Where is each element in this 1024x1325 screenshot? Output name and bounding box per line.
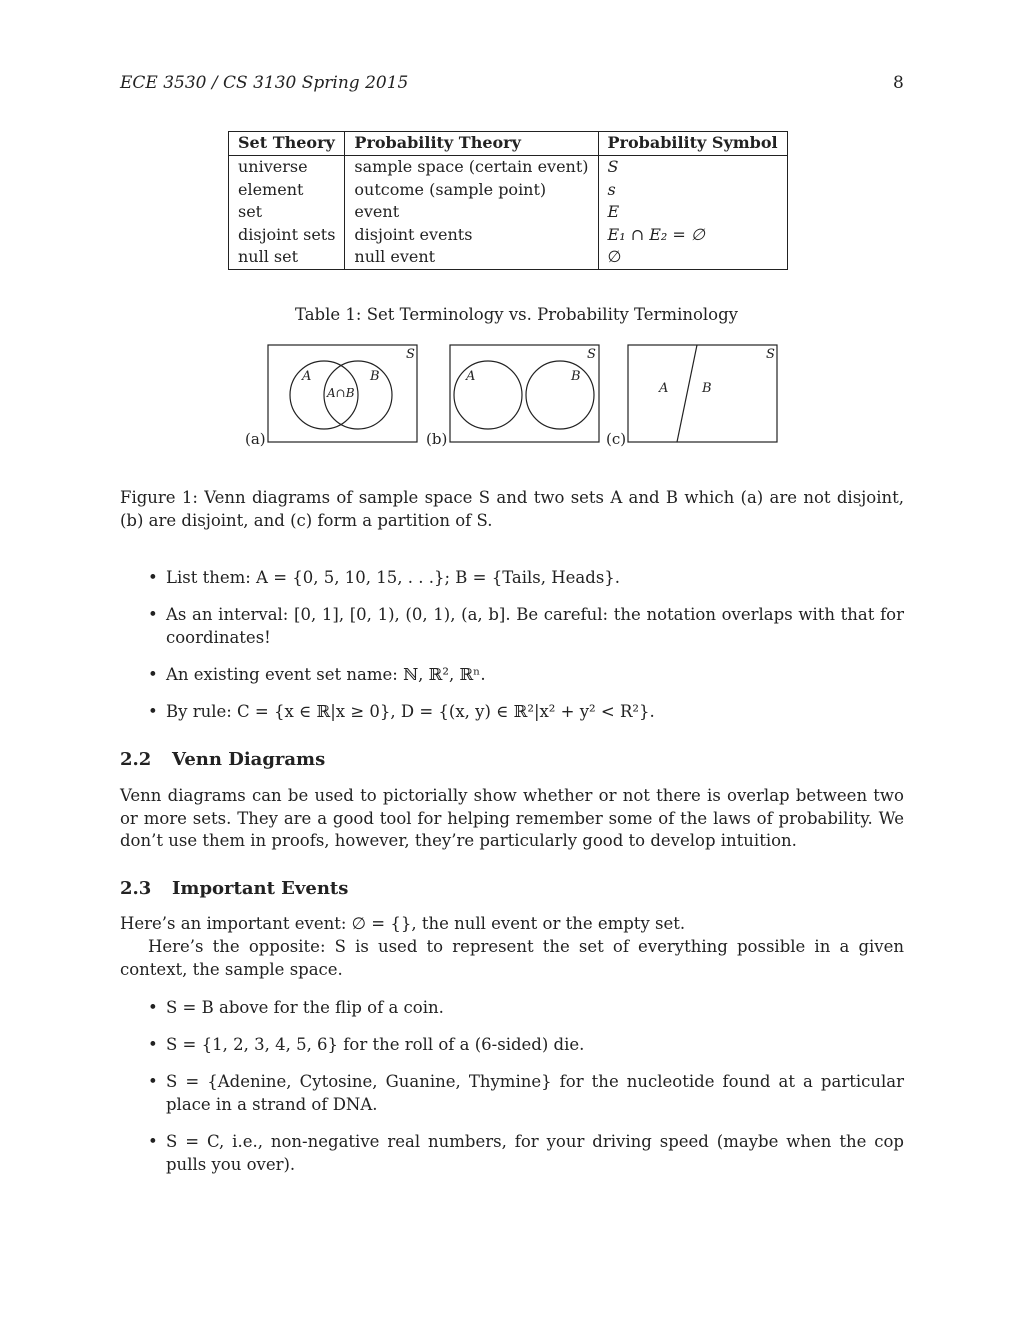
list-item-text: List them: A = {0, 5, 10, 15, . . .}; B = {Tails, Heads}. <box>166 568 621 587</box>
table-cell: s <box>598 179 787 202</box>
table-caption: Table 1: Set Terminology vs. Probability Terminology <box>295 305 739 324</box>
set-a-label: A <box>302 369 312 384</box>
list-item-text: By rule: C = {x ∈ ℝ|x ≥ 0}, D = {(x, y) ∈ ℝ²|x² + y² < R²}. <box>166 702 655 721</box>
table-cell: universe <box>238 157 308 176</box>
intersection-label: A∩B <box>327 386 355 400</box>
venn-panel-c <box>606 345 777 448</box>
table-cell: S <box>598 156 787 179</box>
table-cell: outcome (sample point) <box>345 179 598 202</box>
panel-tag: (c) <box>606 430 627 448</box>
table-header-cell: Probability Symbol <box>598 132 787 156</box>
list-item-text: S = B above for the flip of a coin. <box>166 998 444 1017</box>
venn-panel-a <box>245 345 417 448</box>
section-title: Venn Diagrams <box>172 749 326 770</box>
bullet-icon: • <box>148 605 158 624</box>
list-item <box>120 1070 904 1116</box>
set-b-label: B <box>571 369 581 384</box>
set-a-circle <box>454 361 522 429</box>
venn-panel-b <box>426 345 599 448</box>
table-header-row <box>229 132 788 156</box>
section-heading-venn <box>120 749 325 770</box>
set-b-label: B <box>370 369 380 384</box>
table-cell: null event <box>345 246 598 269</box>
list-item <box>120 663 904 686</box>
space-label: S <box>587 347 596 362</box>
table-cell: E₁ ∩ E₂ = ∅ <box>598 224 787 247</box>
list-item-text: S = C, i.e., non-negative real numbers, for your driving speed (maybe when the cop pulls you over). <box>166 1132 904 1174</box>
set-a-label: A <box>659 381 669 396</box>
panel-tag: (b) <box>426 430 448 448</box>
list-item-text: As an interval: [0, 1], [0, 1), (0, 1), (a, b]. Be careful: the notation overlaps with that for coordinates! <box>166 605 904 647</box>
list-item <box>120 700 904 723</box>
set-a-label: A <box>466 369 476 384</box>
bullet-icon: • <box>148 1132 158 1151</box>
table-row <box>229 201 788 224</box>
bullet-icon: • <box>148 998 158 1017</box>
list-item-text: S = {1, 2, 3, 4, 5, 6} for the roll of a (6-sided) die. <box>166 1035 585 1054</box>
table-row <box>229 179 788 202</box>
partition-line <box>677 345 697 442</box>
panel-tag: (a) <box>245 430 266 448</box>
space-label: S <box>766 347 775 362</box>
list-item <box>120 996 904 1019</box>
set-b-label: B <box>702 381 712 396</box>
paragraph: Venn diagrams can be used to pictorially show whether or not there is overlap between two or more sets. They are a good tool for helping remember some of the laws of probability. We don’t use them in proofs, however, they’re particularly good to develop intuition. <box>120 786 904 850</box>
table-header-cell: Set Theory <box>229 132 345 156</box>
section-title: Important Events <box>172 878 349 899</box>
table-cell: E <box>598 201 787 224</box>
bullet-icon: • <box>148 702 158 721</box>
list-item <box>120 566 904 589</box>
table-row <box>229 156 788 179</box>
bullet-icon: • <box>148 1035 158 1054</box>
list-item-text: S = {Adenine, Cytosine, Guanine, Thymine} for the nucleotide found at a particular place in a strand of DNA. <box>166 1072 904 1114</box>
table-row <box>229 224 788 247</box>
table-header-cell: Probability Theory <box>345 132 598 156</box>
section-number: 2.3 <box>120 878 152 899</box>
list-item <box>120 1033 904 1056</box>
set-b-circle <box>526 361 594 429</box>
table-cell: disjoint sets <box>238 224 336 244</box>
table-cell: set <box>238 202 263 221</box>
space-label: S <box>406 347 415 362</box>
table-row <box>229 246 788 269</box>
list-item <box>120 1130 904 1176</box>
section-heading-events <box>120 878 348 899</box>
table-cell: ∅ <box>598 246 787 269</box>
section-number: 2.2 <box>120 749 152 770</box>
table-cell: disjoint events <box>345 224 598 247</box>
page-number: 8 <box>893 73 904 93</box>
figure-caption: Figure 1: Venn diagrams of sample space S and two sets A and B which (a) are not disjoint, (b) are disjoint, and (c) form a partition of S. <box>120 488 904 530</box>
bullet-icon: • <box>148 568 158 587</box>
table-cell: element <box>238 179 304 199</box>
paragraph: Here’s an important event: ∅ = {}, the null event or the empty set. <box>120 914 686 933</box>
paragraph: Here’s the opposite: S is used to represent the set of everything possible in a given context, the sample space. <box>120 937 904 979</box>
terminology-table <box>228 131 788 270</box>
table-cell: sample space (certain event) <box>345 156 598 179</box>
list-item <box>120 603 904 649</box>
running-header: ECE 3530 / CS 3130 Spring 2015 <box>120 73 409 93</box>
bullet-icon: • <box>148 1072 158 1091</box>
table-cell: null set <box>238 247 299 266</box>
sample-space-box <box>450 345 599 442</box>
sample-space-list <box>120 996 904 1190</box>
venn-diagrams <box>240 340 785 450</box>
set-notation-list <box>120 566 904 737</box>
list-item-text: An existing event set name: ℕ, ℝ², ℝⁿ. <box>166 665 486 684</box>
table-cell: event <box>345 201 598 224</box>
bullet-icon: • <box>148 665 158 684</box>
